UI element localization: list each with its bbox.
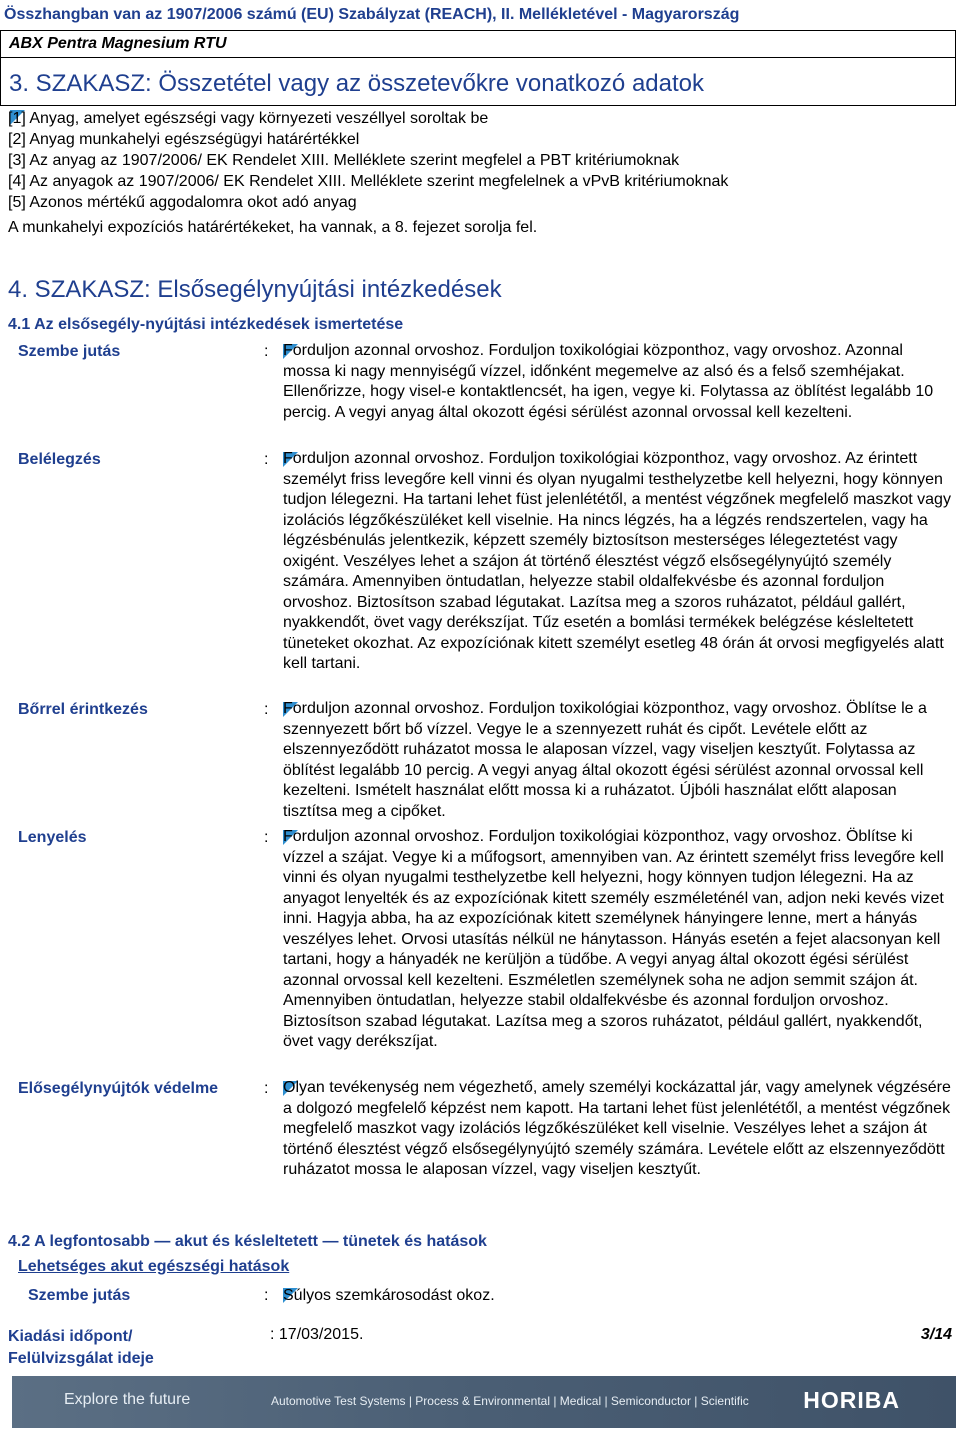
section3-note-4: [4] Az anyagok az 1907/2006/ EK Rendelet XIII. Melléklete szerint megfelelnek a vPvB kritériumoknak bbox=[8, 173, 729, 190]
issue-date-value: : 17/03/2015. bbox=[270, 1326, 364, 1343]
inhalation-colon: : bbox=[264, 451, 269, 468]
horiba-banner bbox=[12, 1376, 956, 1428]
first-aider-protection-colon: : bbox=[264, 1080, 269, 1097]
ingestion-label: Lenyelés bbox=[18, 829, 87, 846]
inhalation-label: Belélegzés bbox=[18, 451, 101, 468]
section3-note-3: [3] Az anyag az 1907/2006/ EK Rendelet XIII. Melléklete szerint megfelel a PBT kritériumoknak bbox=[8, 152, 680, 169]
section4-1-title: 4.1 Az elsősegély-nyújtási intézkedések ismertetése bbox=[8, 316, 404, 333]
page-number: 3/14 bbox=[920, 1326, 952, 1343]
issue-date-label-line2: Felülvizsgálat ideje bbox=[8, 1350, 154, 1367]
skin-contact-label: Bőrrel érintkezés bbox=[18, 701, 148, 718]
exposure-limits-note: A munkahelyi expozíciós határértékeket, ha vannak, a 8. fejezet sorolja fel. bbox=[8, 219, 538, 236]
first-aider-protection-text: Olyan tevékenység nem végezhető, amely személyi kockázattal jár, vagy amelynek végzésére a dolgozó megfelelő képzést nem kapott. Ha tartani lehet füst jelenlététől, a mentést végzőnek megfelelő maszkot vagy izolációs légzőkészüléket kell viselnie. Veszélyes lehet a szájon át történő élesztést végző elsősegélynyújtó személy számára. Levétele előtt az elszennyeződött ruházatot mossa le alaposan vízzel, vagy viseljen kesztyűt. bbox=[283, 1079, 951, 1178]
first-aider-protection-label: Elősegélynyújtók védelme bbox=[18, 1080, 219, 1097]
banner-division-links: Automotive Test Systems | Process & Environmental | Medical | Semiconductor | Scientific bbox=[271, 1394, 749, 1408]
eye-contact-label: Szembe jutás bbox=[18, 343, 121, 360]
acute-eye-contact-text: Súlyos szemkárosodást okoz. bbox=[283, 1287, 495, 1304]
section4-title: 4. SZAKASZ: Elsősegélynyújtási intézkedések bbox=[8, 276, 502, 303]
section3-title-box bbox=[0, 58, 956, 106]
ingestion-text: Forduljon azonnal orvoshoz. Forduljon toxikológiai központhoz, vagy orvoshoz. Öblítse ki vízzel a szájat. Vegye ki a műfogsort, amennyiben van. Az érintett személyt friss levegőre kell vinni és olyan nyugalmi testhelyzetbe kell helyezni, hogy könnyen tudjon lélegezni. Ha az anyagot lenyelték és az expozíciónak kitett személy eszméleténél van, adjon neki kevés vizet inni. Hagyja abba, ha az expozíciónak kitett személynek hányingere lenne, mert a hányás veszélyes lehet. Orvosi utasítás nélkül ne hánytasson. Hányás esetén a fejet alacsonyan kell tartani, hogy a hányadék ne kerüljön a tüdőbe. A vegyi anyag által okozott égési sérülést azonnal orvossal kell kezelteni. Eszméletlen személynek soha ne adjon semmit szájon át. Amennyiben öntudatlan, helyezze stabil oldalfekvésbe és azonnal forduljon orvoshoz. Biztosítson szabad légutakat. Lazítsa meg a szoros ruházatot, például gallért, nyakkendőt, övet vagy derékszíjat. bbox=[283, 828, 944, 1050]
acute-health-effects-title: Lehetséges akut egészségi hatások bbox=[18, 1258, 290, 1275]
acute-eye-contact-colon: : bbox=[264, 1287, 269, 1304]
horiba-logo: HORIBA bbox=[803, 1387, 900, 1413]
product-name: ABX Pentra Magnesium RTU bbox=[9, 35, 227, 52]
document-regulation-title: Összhangban van az 1907/2006 számú (EU) Szabályzat (REACH), II. Mellékletével - Magyarország bbox=[4, 6, 740, 23]
issue-date-label-line1: Kiadási időpont/ bbox=[8, 1328, 133, 1345]
section3-note-1: [1] Anyag, amelyet egészségi vagy környezeti veszéllyel soroltak be bbox=[8, 110, 489, 127]
skin-contact-colon: : bbox=[264, 701, 269, 718]
inhalation-text: Forduljon azonnal orvoshoz. Forduljon toxikológiai központhoz, vagy orvoshoz. Az érintett személyt friss levegőre kell vinni és olyan nyugalmi testhelyzetbe kell helyezni, hogy könnyen tudjon lélegezni. Ha tartani lehet füst jelenlététől, a mentést végzőnek megfelelő maszkot vagy izolációs légzőkészüléket kell viselnie. Ha nincs légzés, ha a légzés rendszertelen, vagy ha légzésbénulás jelentkezik, képzett személy biztosítson mesterséges lélegeztetést vagy oxigént. Veszélyes lehet a szájon át történő élesztést végző elsősegélynyújtó személy számára. Amennyiben öntudatlan, helyezze stabil oldalfekvésbe és azonnal forduljon orvoshoz. Biztosítson szabad légutakat. Lazítsa meg a szoros ruházatot, például gallért, nyakkendőt, övet vagy derékszíjat. Tűz esetén a bomlási termékek belégzése késleltetett tüneteket okozhat. Az expozíciónak kitett személyt esetleg 48 órán át orvosi megfigyelés alatt kell tartani. bbox=[283, 450, 951, 672]
eye-contact-text: Forduljon azonnal orvoshoz. Forduljon toxikológiai központhoz, vagy orvoshoz. Azonnal mossa ki nagy mennyiségű vízzel, időnként megemelve az alsó és a felső szemhéjakat. Ellenőrizze, hogy visel-e kontaktlencsét, ha igen, vegye ki. Folytassa az öblítést legalább 10 percig. A vegyi anyag által okozott égési sérülést azonnal orvossal kell kezelteni. bbox=[283, 342, 934, 421]
acute-eye-contact-label: Szembe jutás bbox=[28, 1287, 131, 1304]
banner-tagline: Explore the future bbox=[64, 1391, 191, 1408]
section3-title: 3. SZAKASZ: Összetétel vagy az összetevőkre vonatkozó adatok bbox=[9, 70, 705, 97]
section4-2-title: 4.2 A legfontosabb — akut és késleltetett — tünetek és hatások bbox=[8, 1233, 487, 1250]
eye-contact-colon: : bbox=[264, 343, 269, 360]
skin-contact-text: Forduljon azonnal orvoshoz. Forduljon toxikológiai központhoz, vagy orvoshoz. Öblítse le a szennyezett bőrt bő vízzel. Vegye le a szennyezett ruhát és cipőt. Levétele előtt az elszennyeződött ruházatot mossa le alaposan vízzel, vagy viseljen kesztyűt. Folytassa az öblítést legalább 10 percig. A vegyi anyag által okozott égési sérülést azonnal orvossal kell kezelteni. Ismételt használat előtt mossa ki a ruházatot. Újbóli használat előtt alaposan tisztítsa meg a cipőket. bbox=[283, 700, 927, 820]
product-name-box bbox=[0, 30, 956, 58]
section3-note-2: [2] Anyag munkahelyi egészségügyi határértékkel bbox=[8, 131, 360, 148]
ingestion-colon: : bbox=[264, 829, 269, 846]
section3-note-5: [5] Azonos mértékű aggodalomra okot adó anyag bbox=[8, 194, 357, 211]
issue-date-label bbox=[8, 1326, 154, 1370]
